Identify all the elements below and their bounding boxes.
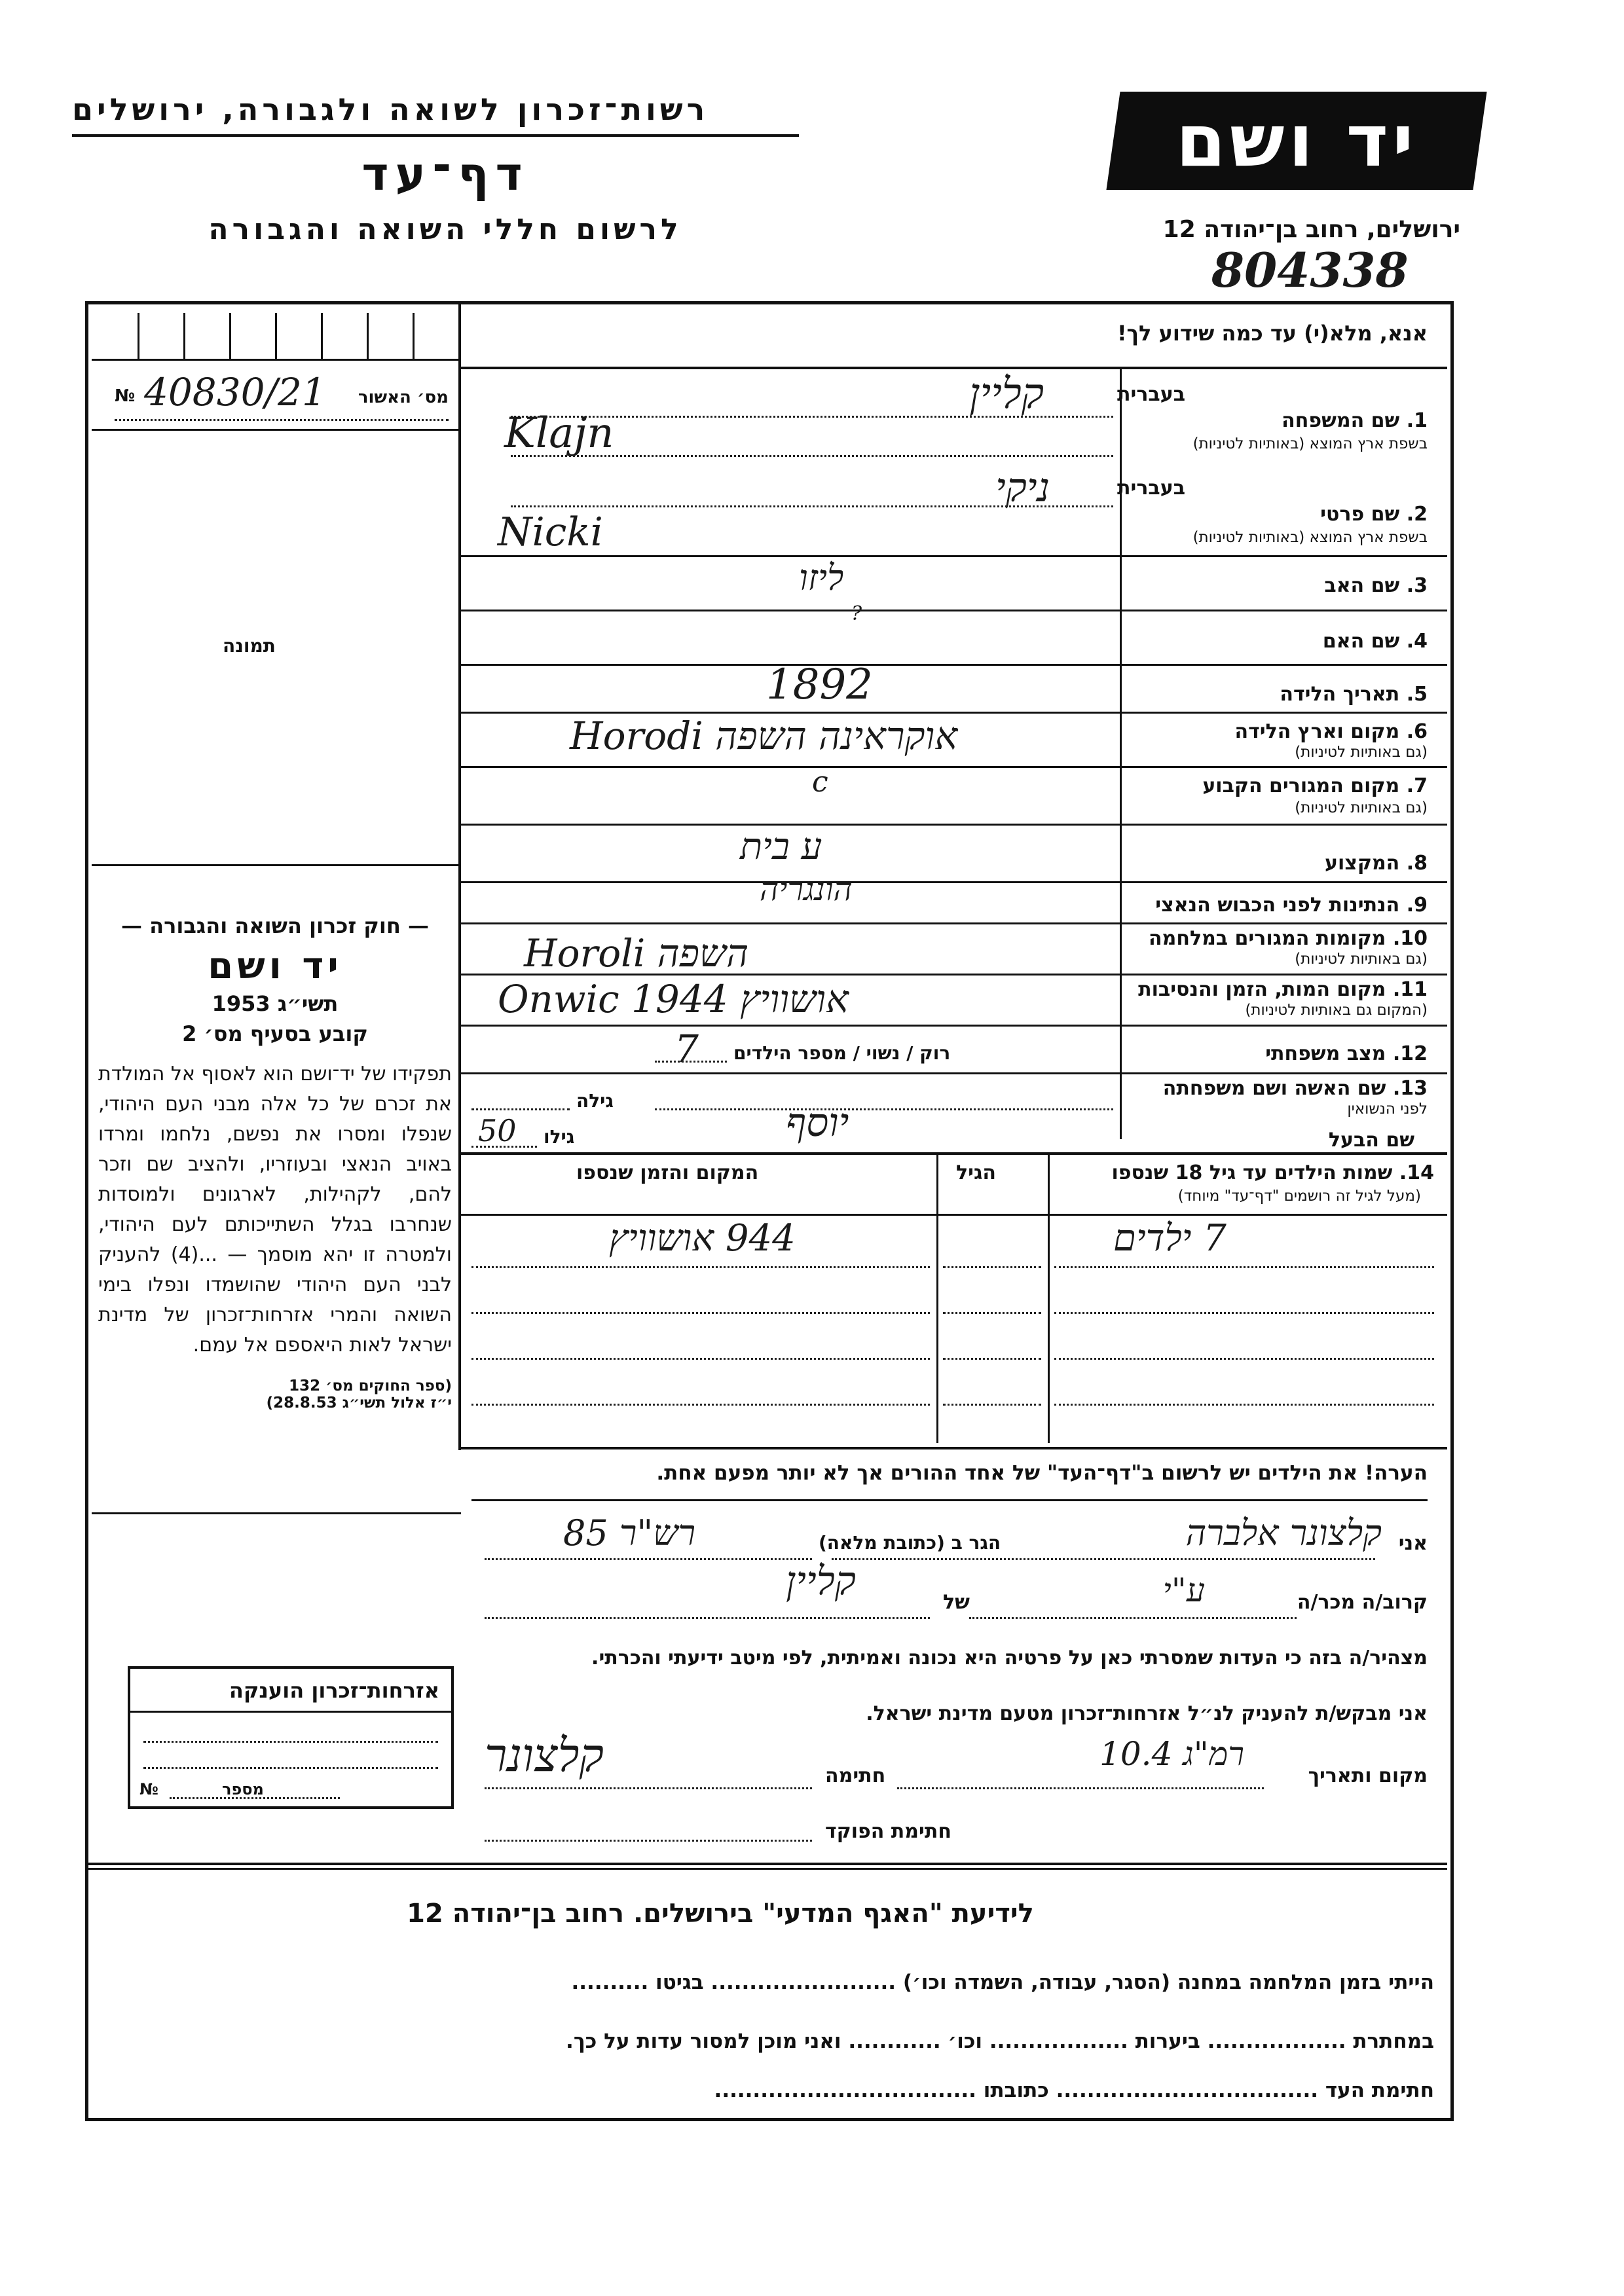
row-nationality: 9. הנתינות לפני הכבוש הנאצי הונגריה [458, 883, 1447, 924]
footer-title: לידיעת "האגף המדעי" בירושלים. רחוב בן־יהודה 12 [407, 1899, 1034, 1929]
document-title: דף־עד [361, 147, 529, 201]
family-name-hebrew: קליין [969, 370, 1044, 418]
footer-line-2: במחתרת .................. ביערות .................. וכו׳ ............ ואני מוכן למסור עדות על כך. [566, 2030, 1434, 2053]
row-husband: שם הבעל יוסף גילו 50 [458, 1106, 1447, 1155]
document-subtitle: לרשום חללי השואה והגבורה [208, 213, 682, 246]
footer-line-3: חתימת העד .................................. כתובתו .................................. [714, 2079, 1434, 2102]
row-marital-status: 12. מצב משפחתי רוק / נשוי / מספר הילדים 7 [458, 1027, 1447, 1074]
children-table: 14. שמות הילדים עד גיל 18 שנספו (מעל לגיל זה רושמים "דף־עד" מיוחד) הגיל המקום והזמן שנספו 7 ילדים 944 אושוויץ [458, 1155, 1447, 1443]
row-wife-maiden-name: 13. שם האשה ושם משפחתה לפני הנשואין גילה [458, 1074, 1447, 1125]
citizenship-box: אזרחות־זכרון הוענקה № מספר [128, 1666, 454, 1809]
row-birth-place: 6. מקום וארץ הלידה (גם באותיות לטיניות) Horodi אוקראינה השפה [458, 714, 1447, 768]
row-permanent-residence: 7. מקום המגורים הקבוע (גם באותיות לטיניות) c [458, 768, 1447, 826]
row-mother-name: 4. שם האם ? [458, 611, 1447, 666]
institution-name: רשות־זכרון לשואה ולגבורה, ירושלים [72, 92, 709, 127]
row-birth-date: 5. תאריך הלידה 1892 [458, 666, 1447, 714]
row-first-name: בעברית 2. שם פרטי בשפת ארץ המוצא (באותיות לטיניות) ניקי Nicki [498, 465, 1428, 555]
row-occupation: 8. המקצוע ע בית [458, 826, 1447, 883]
row-family-name: בעברית 1. שם המשפחה בשפת ארץ המוצא (באותיות לטיניות) קליין Klajn [504, 370, 1428, 458]
approval-number-field: № 40830/21 מס׳ האשור [115, 373, 449, 421]
row-wartime-residence: 10. מקומות המגורים במלחמה (גם באותיות לטיניות) Horoli השפה [458, 924, 1447, 975]
family-name-latin: Klajn [504, 409, 614, 458]
note-line: הערה! את הילדים יש לרשום ב"דף־העד" של אחד ההורים אך לא יותר מפעם אחת. [471, 1447, 1428, 1501]
law-box: — חוק זכרון השואה והגבורה — יד ושם תשי״ג 1953 קובע בסעיף מס׳ 2 תפקידו של יד־ושם הוא לאסוף אל המולדת את זכרם של כל אלה מבני העם היהודי, שנפלו ומסרו את נפשם, נלחמו ומרדו באויב הנאצי ובעוזריו, ולהציב שם וזכר להם, לקהילות, לארגונים ולמוסדות שנחרבו בגלל השתייכותם לעם היהודי, ולמטרה זו יהא מוסמך — ...(4) להעניק לבני העם היהודי שהושמדו ונפלו בימי השואה והמרי אזרחות־זכרון של מדינת ישראל לאות היאספם אל עמם. (ספר החוקים מס׳ 132 י״ז אלול תשי״ג 28.8.53) [98, 913, 452, 1412]
row-death-place: 11. מקום המות, הזמן והנסיבות (המקום גם באותיות לטיניות) Onwic 1944 אושוויץ [458, 975, 1447, 1027]
row-father-name: 3. שם האב ליזו [458, 557, 1447, 611]
yad-vashem-address: ירושלים, רחוב בן־יהודה 12 [1162, 216, 1460, 243]
form-instruction: אנא, מלא(י) עד כמה שידוע לך! [1116, 321, 1428, 346]
photo-label: תמונה [223, 635, 276, 657]
first-name-latin: Nicki [498, 509, 603, 555]
first-name-hebrew: ניקי [995, 465, 1050, 511]
yad-vashem-logo: יד ושם [1106, 92, 1486, 190]
stamped-number: 804338 [1211, 242, 1409, 298]
footer-line-1: הייתי בזמן המלחמה במחנה (הסגר, עבודה, השמדה וכו׳) ........................ בגיטו .......... [571, 1971, 1434, 1994]
declarant-section: אני קלצונר אלברה הגר ב (כתובת מלאה) רש"ר 85 קרוב/ה מכר/ה ע"י של קליין מצהיר/ה בזה כי העדות שמסרתי כאן על פרטיה היא נכונה ואמיתית, לפי מיטב ידיעתי והכרתי. אני מבקש/ת להעניק לנ״ל אזרחות־זכרון מטעם מדינת ישראל. מקום ותאריך רמ"ג 10.4 חתימה קלצונר חתימת הפוקד [485, 1512, 1428, 1843]
